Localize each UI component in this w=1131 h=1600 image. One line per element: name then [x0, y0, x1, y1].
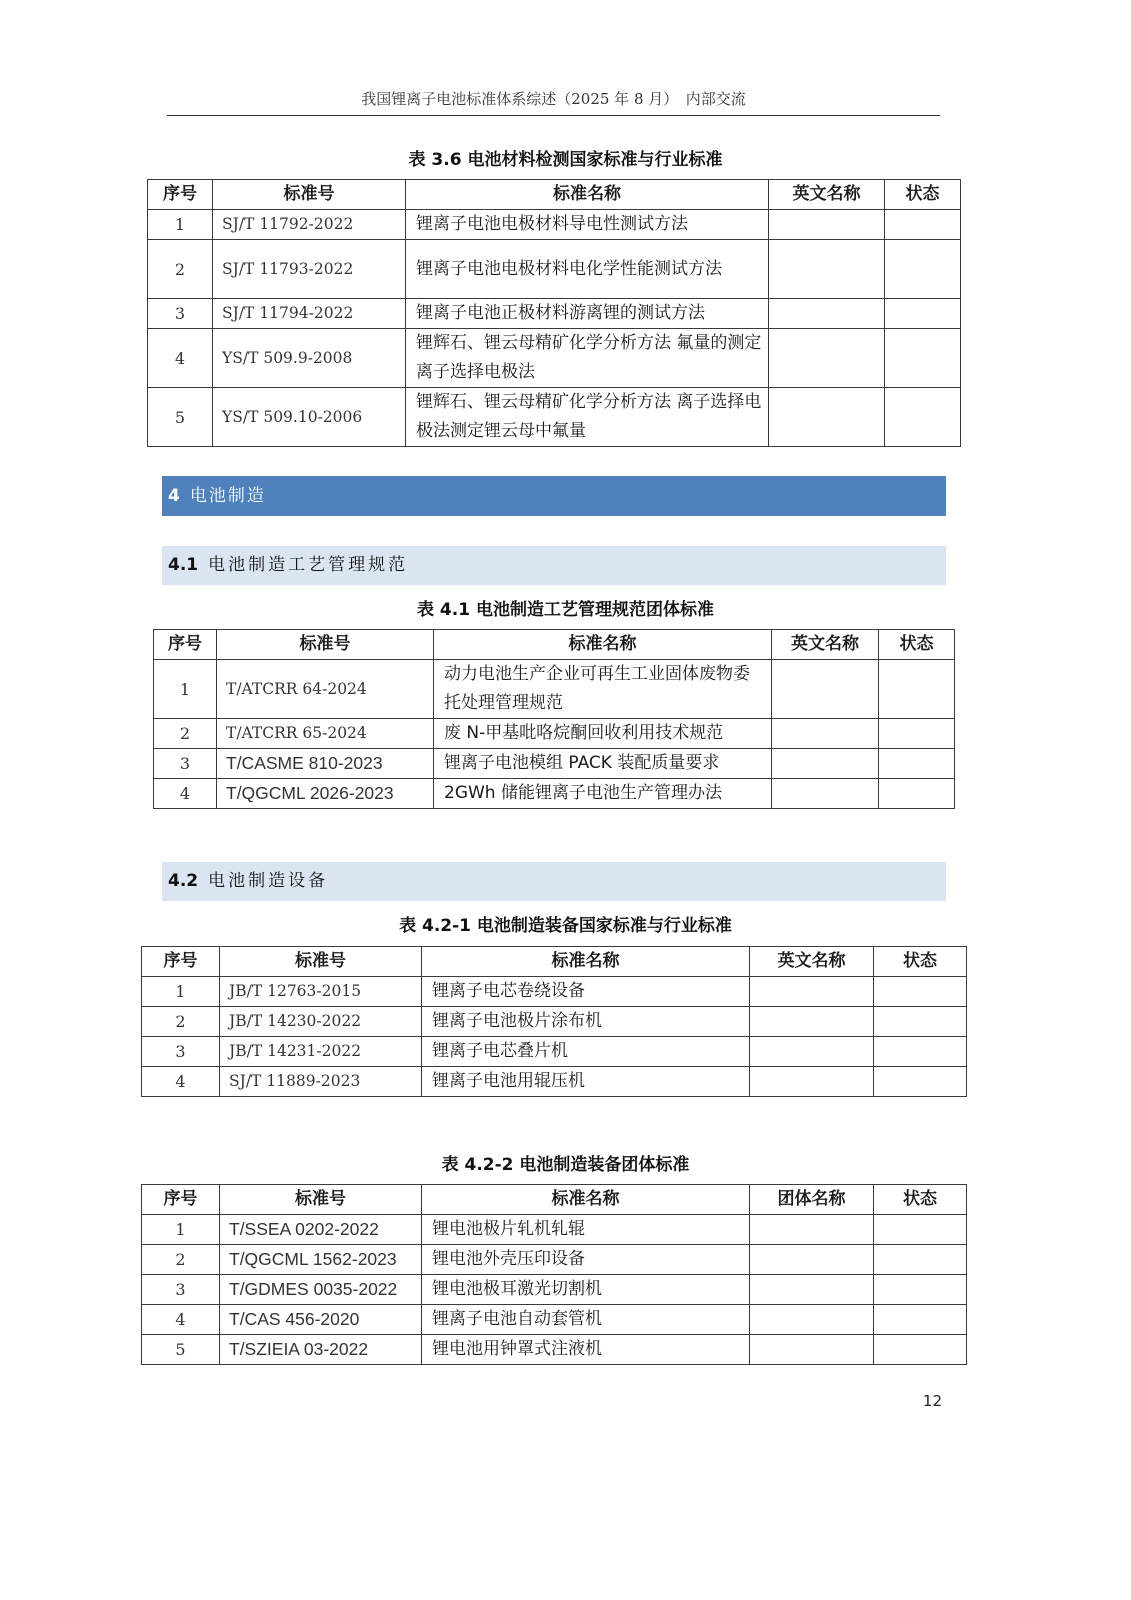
cell-english: [772, 719, 879, 749]
cell-code: T/GDMES 0035-2022: [220, 1275, 422, 1305]
cell-status: [874, 1215, 967, 1245]
table-row: [142, 1275, 967, 1305]
table-caption-4-2-1: 表 4.2-1 电池制造装备国家标准与行业标准: [399, 916, 732, 936]
cell-english: [772, 779, 879, 809]
cell-status: [874, 1037, 967, 1067]
col-header-code: 标准号: [220, 947, 422, 977]
col-header-code: 标准号: [217, 630, 434, 660]
cell-no: 2: [148, 240, 213, 299]
table-row: [154, 779, 955, 809]
cell-english: [769, 210, 885, 240]
cell-status: [879, 719, 955, 749]
table-row: [148, 388, 961, 447]
page-number: 12: [922, 1392, 942, 1410]
cell-english: [769, 240, 885, 299]
col-header-name: 标准名称: [422, 947, 750, 977]
cell-english: [769, 299, 885, 329]
cell-name: 锂电池用钟罩式注液机: [422, 1335, 750, 1365]
cell-name: 锂离子电芯卷绕设备: [422, 977, 750, 1007]
cell-name: 锂离子电池电极材料导电性测试方法: [406, 210, 769, 240]
col-header-org: 团体名称: [750, 1185, 874, 1215]
cell-status: [874, 1305, 967, 1335]
cell-name: 锂离子电池正极材料游离锂的测试方法: [406, 299, 769, 329]
cell-status: [885, 388, 961, 447]
table-header-row: [142, 947, 967, 977]
cell-name: 废 N-甲基吡咯烷酮回收利用技术规范: [434, 719, 772, 749]
cell-code: T/QGCML 1562-2023: [220, 1245, 422, 1275]
cell-code: JB/T 12763-2015: [220, 977, 422, 1007]
table-caption-3-6: 表 3.6 电池材料检测国家标准与行业标准: [408, 150, 723, 170]
col-header-no: 序号: [142, 1185, 220, 1215]
cell-code: T/CASME 810-2023: [217, 749, 434, 779]
cell-code: YS/T 509.10-2006: [213, 388, 406, 447]
col-header-status: 状态: [874, 1185, 967, 1215]
cell-english: [769, 329, 885, 388]
cell-name: 锂电池外壳压印设备: [422, 1245, 750, 1275]
section-number: 4.2: [168, 871, 199, 891]
table-row: [148, 299, 961, 329]
col-header-english: 英文名称: [750, 947, 874, 977]
cell-status: [885, 210, 961, 240]
col-header-no: 序号: [154, 630, 217, 660]
cell-name: 动力电池生产企业可再生工业固体废物委托处理管理规范: [434, 660, 772, 719]
cell-status: [879, 660, 955, 719]
table-4-2-2: [141, 1184, 967, 1365]
cell-name: 锂辉石、锂云母精矿化学分析方法 离子选择电极法测定锂云母中氟量: [406, 388, 769, 447]
cell-name: 2GWh 储能锂离子电池生产管理办法: [434, 779, 772, 809]
cell-name: 锂离子电池电极材料电化学性能测试方法: [406, 240, 769, 299]
cell-code: T/ATCRR 64-2024: [217, 660, 434, 719]
cell-no: 5: [142, 1335, 220, 1365]
cell-org: [750, 1215, 874, 1245]
cell-no: 2: [142, 1007, 220, 1037]
table-4-2-1: [141, 946, 967, 1097]
table-row: [142, 1245, 967, 1275]
table-row: [142, 1037, 967, 1067]
table-caption-4-1: 表 4.1 电池制造工艺管理规范团体标准: [417, 600, 714, 620]
cell-code: T/CAS 456-2020: [220, 1305, 422, 1335]
table-row: [142, 977, 967, 1007]
cell-status: [874, 1335, 967, 1365]
col-header-name: 标准名称: [422, 1185, 750, 1215]
table-row: [154, 660, 955, 719]
cell-english: [750, 1067, 874, 1097]
table-row: [142, 1215, 967, 1245]
cell-code: T/SZIEIA 03-2022: [220, 1335, 422, 1365]
table-row: [142, 1305, 967, 1335]
col-header-no: 序号: [148, 180, 213, 210]
cell-code: SJ/T 11889-2023: [220, 1067, 422, 1097]
section-title: 电池制造设备: [208, 871, 329, 891]
cell-no: 2: [154, 719, 217, 749]
cell-code: T/ATCRR 65-2024: [217, 719, 434, 749]
table-header-row: [154, 630, 955, 660]
cell-english: [750, 977, 874, 1007]
table-row: [148, 240, 961, 299]
table-header-row: [148, 180, 961, 210]
col-header-english: 英文名称: [769, 180, 885, 210]
col-header-name: 标准名称: [434, 630, 772, 660]
table-row: [142, 1007, 967, 1037]
table-row: [154, 749, 955, 779]
cell-code: JB/T 14231-2022: [220, 1037, 422, 1067]
cell-code: T/QGCML 2026-2023: [217, 779, 434, 809]
cell-no: 3: [148, 299, 213, 329]
cell-no: 5: [148, 388, 213, 447]
cell-org: [750, 1305, 874, 1335]
col-header-name: 标准名称: [406, 180, 769, 210]
cell-name: 锂离子电池模组 PACK 装配质量要求: [434, 749, 772, 779]
table-caption-4-2-2: 表 4.2-2 电池制造装备团体标准: [441, 1155, 690, 1175]
cell-name: 锂辉石、锂云母精矿化学分析方法 氟量的测定 离子选择电极法: [406, 329, 769, 388]
cell-no: 2: [142, 1245, 220, 1275]
cell-code: T/SSEA 0202-2022: [220, 1215, 422, 1245]
cell-no: 3: [154, 749, 217, 779]
cell-code: YS/T 509.9-2008: [213, 329, 406, 388]
header-rule: [167, 115, 940, 116]
cell-name: 锂电池极片轧机轧辊: [422, 1215, 750, 1245]
cell-no: 1: [148, 210, 213, 240]
section-heading-4-1: [162, 546, 946, 585]
cell-english: [750, 1007, 874, 1037]
cell-status: [885, 240, 961, 299]
cell-english: [772, 660, 879, 719]
col-header-no: 序号: [142, 947, 220, 977]
cell-no: 4: [154, 779, 217, 809]
section-heading-4: [162, 476, 946, 516]
section-number: 4: [168, 486, 180, 506]
table-row: [154, 719, 955, 749]
cell-status: [874, 977, 967, 1007]
cell-name: 锂电池极耳激光切割机: [422, 1275, 750, 1305]
cell-name: 锂离子电池极片涂布机: [422, 1007, 750, 1037]
cell-org: [750, 1245, 874, 1275]
table-header-row: [142, 1185, 967, 1215]
cell-status: [879, 779, 955, 809]
cell-name: 锂离子电芯叠片机: [422, 1037, 750, 1067]
cell-english: [750, 1037, 874, 1067]
col-header-code: 标准号: [213, 180, 406, 210]
cell-no: 1: [142, 1215, 220, 1245]
table-3-6: [147, 179, 961, 447]
cell-code: SJ/T 11794-2022: [213, 299, 406, 329]
section-number: 4.1: [168, 555, 199, 575]
running-header: 我国锂离子电池标准体系综述（2025 年 8 月） 内部交流: [361, 90, 746, 108]
section-title: 电池制造工艺管理规范: [208, 555, 409, 575]
cell-code: JB/T 14230-2022: [220, 1007, 422, 1037]
table-row: [142, 1067, 967, 1097]
col-header-status: 状态: [874, 947, 967, 977]
cell-status: [885, 329, 961, 388]
cell-status: [874, 1245, 967, 1275]
cell-no: 3: [142, 1037, 220, 1067]
cell-name: 锂离子电池自动套管机: [422, 1305, 750, 1335]
col-header-english: 英文名称: [772, 630, 879, 660]
col-header-code: 标准号: [220, 1185, 422, 1215]
cell-code: SJ/T 11792-2022: [213, 210, 406, 240]
table-row: [148, 329, 961, 388]
cell-status: [885, 299, 961, 329]
cell-no: 4: [142, 1305, 220, 1335]
col-header-status: 状态: [879, 630, 955, 660]
cell-status: [874, 1067, 967, 1097]
section-heading-4-2: [162, 862, 946, 901]
section-title: 电池制造: [189, 486, 266, 506]
cell-code: SJ/T 11793-2022: [213, 240, 406, 299]
cell-org: [750, 1275, 874, 1305]
cell-no: 4: [142, 1067, 220, 1097]
cell-name: 锂离子电池用辊压机: [422, 1067, 750, 1097]
cell-no: 3: [142, 1275, 220, 1305]
table-row: [142, 1335, 967, 1365]
table-row: [148, 210, 961, 240]
cell-no: 1: [154, 660, 217, 719]
cell-no: 1: [142, 977, 220, 1007]
cell-english: [772, 749, 879, 779]
cell-status: [874, 1275, 967, 1305]
cell-english: [769, 388, 885, 447]
col-header-status: 状态: [885, 180, 961, 210]
cell-status: [879, 749, 955, 779]
cell-status: [874, 1007, 967, 1037]
table-4-1: [153, 629, 955, 809]
cell-no: 4: [148, 329, 213, 388]
cell-org: [750, 1335, 874, 1365]
